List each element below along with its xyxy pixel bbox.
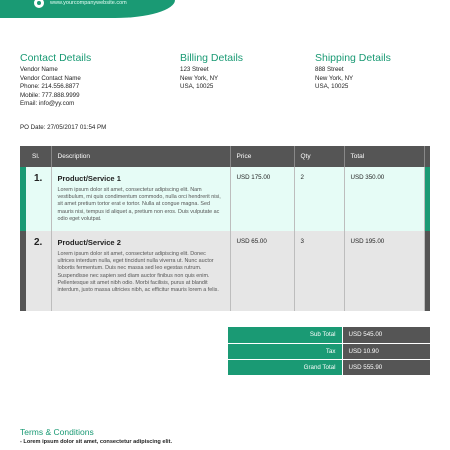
terms-line: - Lorem ipsum dolor sit amet, consectetur adipiscing elit. [20,439,172,445]
billing-street: 123 Street [180,66,209,73]
tax-row [228,343,430,359]
grand-total-value: USD 555.90 [342,359,430,375]
row-accent-right [424,231,430,311]
row-price: USD 65.00 [230,231,294,311]
grand-total-row [228,359,430,375]
header-price: Price [230,146,294,167]
table-header-row [20,146,430,167]
header-qty: Qty [294,146,344,167]
billing-country: USA, 10025 [180,83,214,91]
header-description: Description [51,146,230,167]
subtotal-value: USD 545.00 [342,327,430,343]
shipping-city: New York, NY [315,74,354,82]
header-sl: Sl. [26,146,51,167]
tax-value: USD 10.90 [342,343,430,359]
billing-details-title: Billing Details [180,52,244,64]
row-sl: 1. [26,167,51,231]
row-qty: 2 [294,167,344,231]
row-sl: 2. [26,231,51,311]
vendor-contact-name: Vendor Contact Name [20,74,81,82]
row-description-cell [51,231,230,311]
company-website[interactable]: www.yourcompanywebsite.com [50,0,127,6]
product-name: Product/Service 2 [57,238,121,247]
grand-total-label: Grand Total [228,359,342,375]
row-total: USD 195.00 [344,231,424,311]
row-total: USD 350.00 [344,167,424,231]
product-description: Lorem ipsum dolor sit amet, consectetur adipiscing elit. Donec ultrices interdum nulla, eget tincidunt nulla viverra ut. Nunc auctor lobortis fermentum. Duis nec massa sed leo egestas rutrum. Suspendisse nec sapien sed diam auctor finibus non quis enim. Pellentesque sit amet nibh odio. Morbi facilisis, purus at blandit interdum, justo massa ultricies nibh, ac efficitur mauris lorem a felis. [57,251,219,294]
row-price: USD 175.00 [230,167,294,231]
vendor-phone: Phone: 214.556.8877 [20,83,80,91]
subtotal-label: Sub Total [228,327,342,343]
row-qty: 3 [294,231,344,311]
billing-details [180,52,243,92]
terms-title: Terms & Conditions [20,427,94,437]
po-date: PO Date: 27/05/2017 01:54 PM [20,124,107,131]
row-description-cell [51,167,230,231]
row-accent-right [424,167,430,231]
header-band [0,0,175,18]
table-row [20,167,430,231]
shipping-street: 888 Street [315,66,344,73]
terms-section [20,427,172,446]
globe-icon [34,0,44,8]
table-row [20,231,430,311]
tax-label: Tax [228,343,342,359]
header-total: Total [344,146,424,167]
shipping-details-title: Shipping Details [315,52,391,64]
product-name: Product/Service 1 [57,174,121,183]
subtotal-row [228,327,430,343]
vendor-name: Vendor Name [20,66,58,73]
shipping-country: USA, 10025 [315,83,349,91]
items-table [20,146,430,311]
header-edge-right [424,146,430,167]
contact-details-title: Contact Details [20,52,92,64]
totals-table [228,327,430,376]
contact-details [20,52,91,109]
vendor-mobile: Mobile: 777.888.9999 [20,91,80,99]
vendor-email[interactable]: Email: info@yy.com [20,100,75,108]
billing-city: New York, NY [180,74,219,82]
product-description: Lorem ipsum dolor sit amet, consectetur adipiscing elit. Nam vestibulum, mi quis condimentum commodo, nulla orci hendrerit nisi, sit amet pretium tortor erat e tortor. Nulla at congue magna. Sed mauris nisi, tempus id aliquet a, pretium non eros. Duis vulputate ac odio eget volutpat. [57,187,221,222]
shipping-details [315,52,391,92]
